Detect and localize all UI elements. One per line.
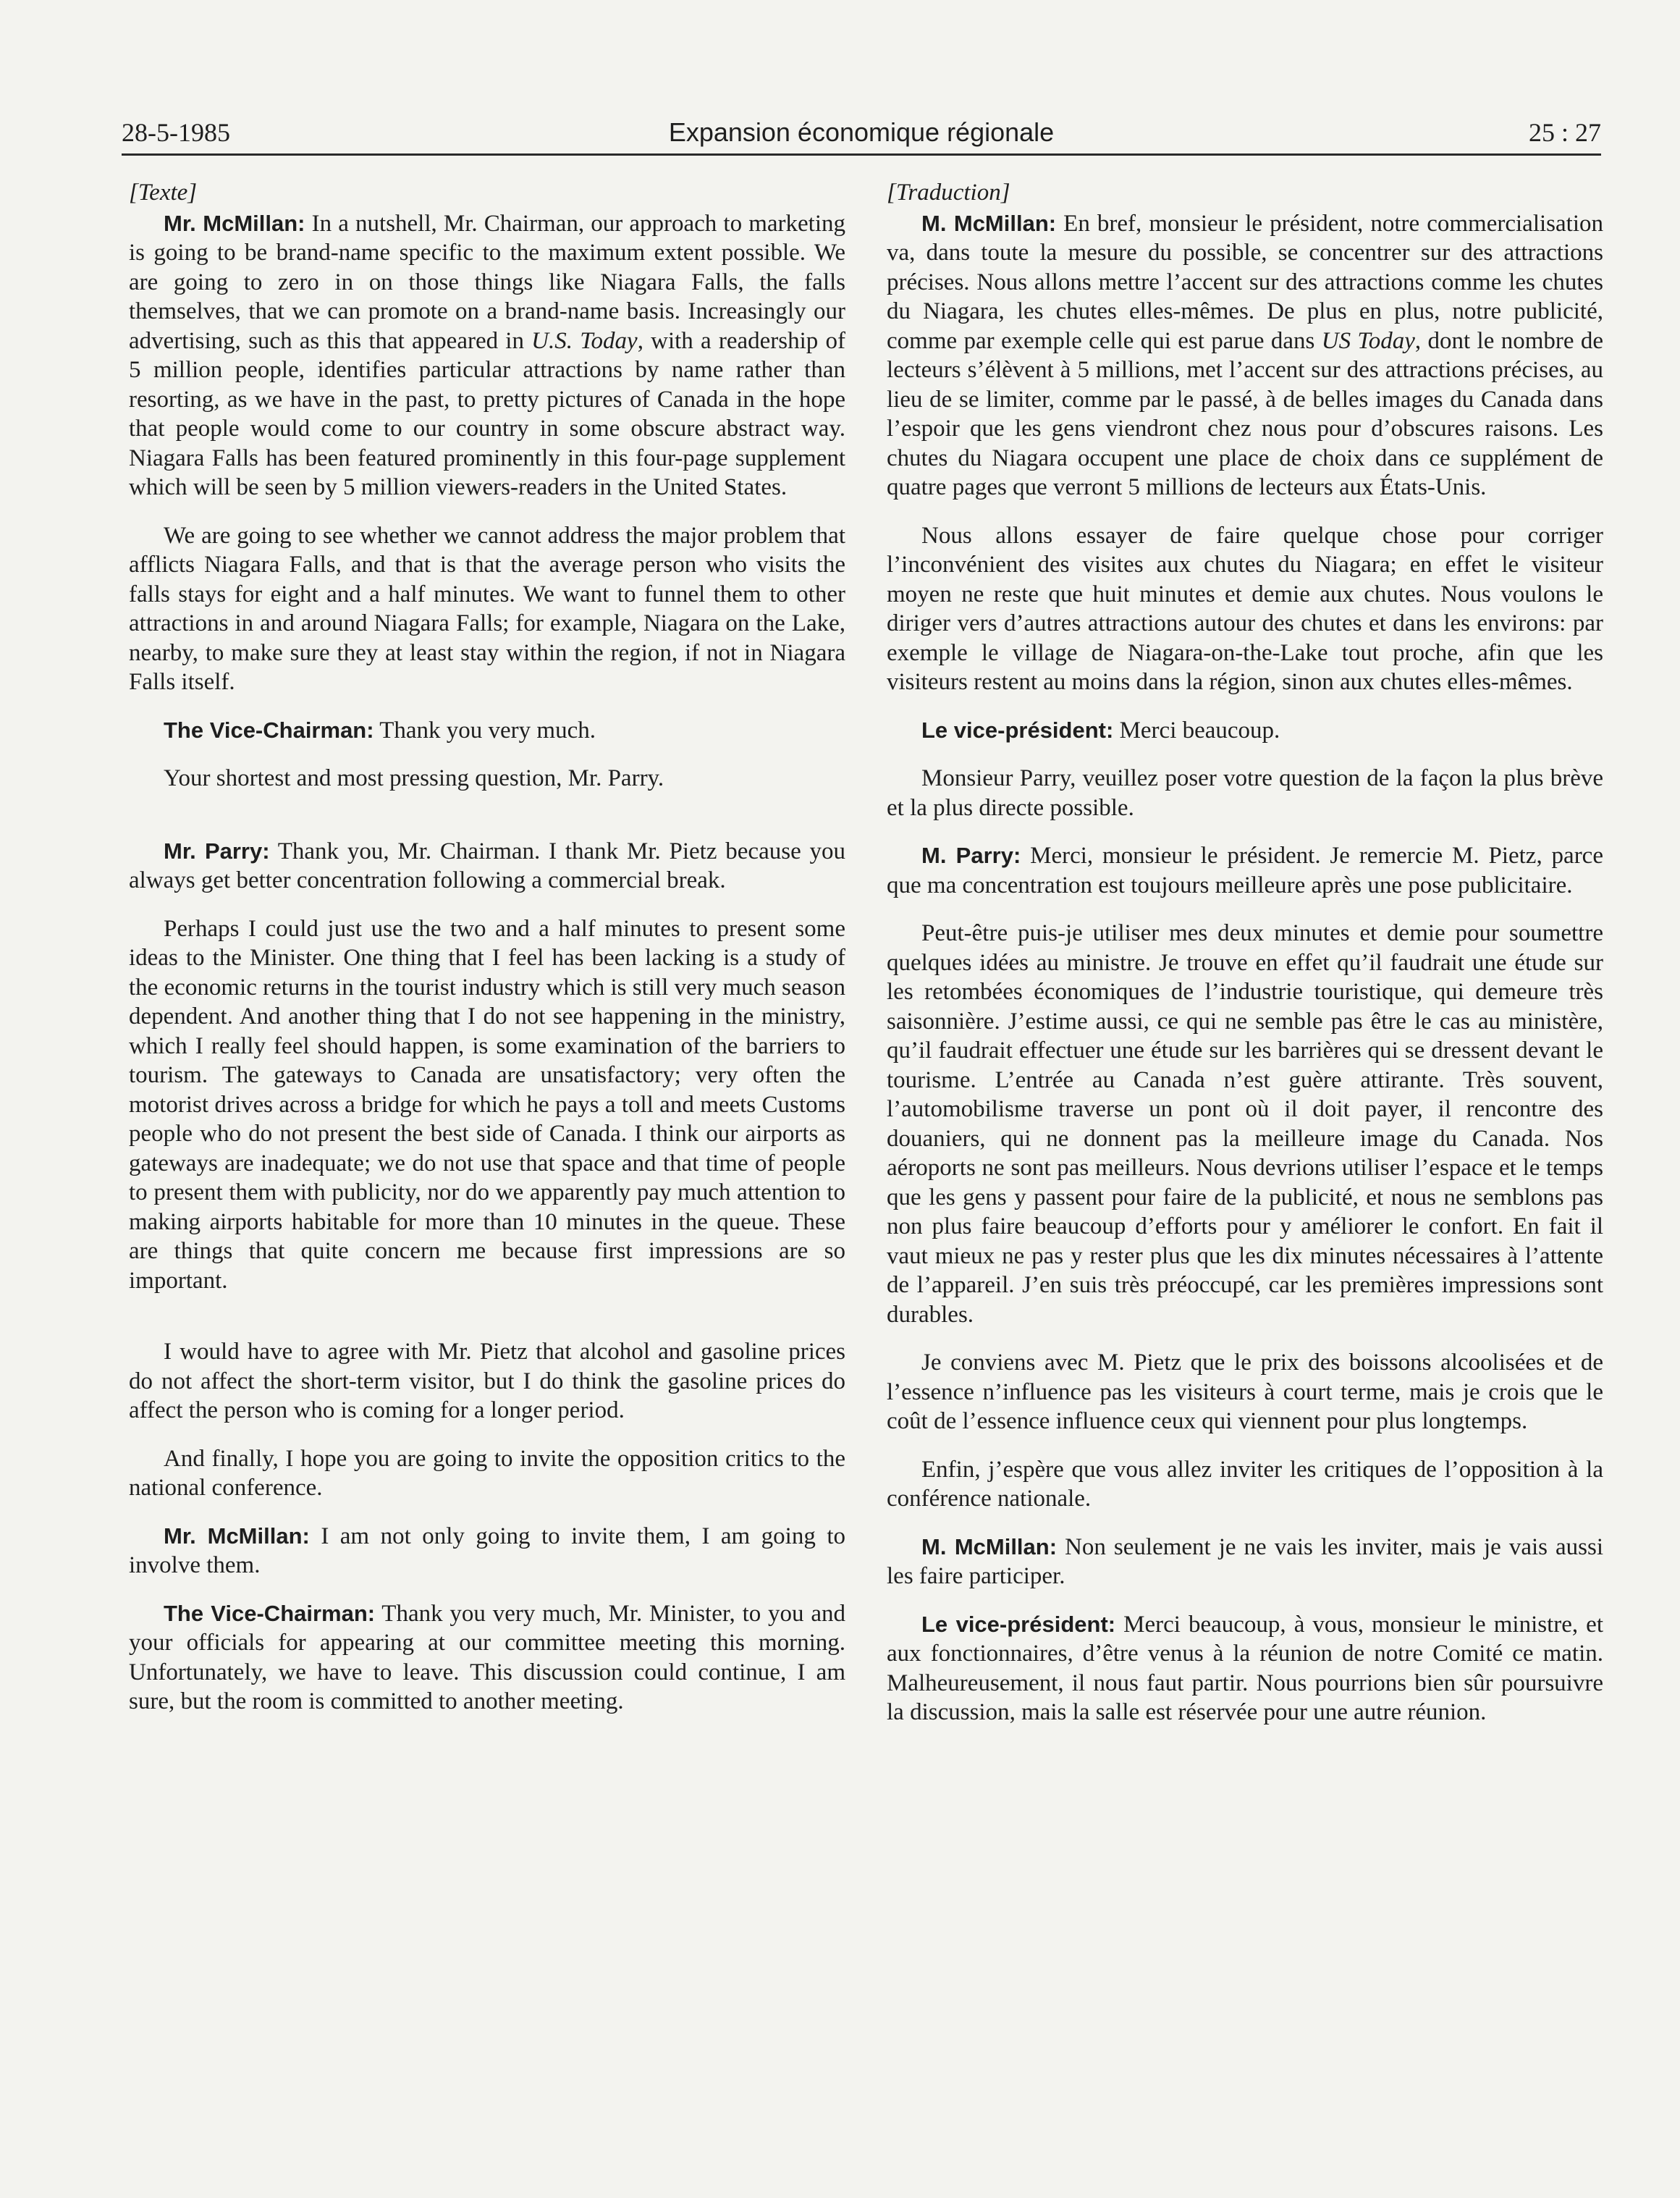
column-tag: [Traduction] [887,180,1010,206]
paragraph: Peut-être puis-je utiliser mes deux minutes et demie pour soumettre quelques idées au ministre. Je trouve en effet qu’il faudrait une étude sur les retombées économiques de l’industrie touristique, qui demeure très saisonnière. J’estime aussi, ce qui ne semble pas être le cas au ministère, qu’il faudrait effectuer une étude sur les barrières qui se dressent devant le tourisme. L’entrée au Canada n’est guère attirante. Très souvent, l’automobilisme traverse un pont où il doit payer, il rencontre des douaniers, qui ne donnent pas la meilleure image du Canada. Nos aéroports ne sont pas meilleurs. Nous devrions utiliser l’espace et le temps que les gens y passent pour faire de la publicité, et nous ne semblons pas non plus faire beaucoup d’efforts pour y améliorer le confort. En fait il vaut mieux ne pas y rester plus que les dix minutes nécessaires à l’attente de l’appareil. J’en suis très préoccupé, car les premières impressions sont durables. [887,920,1603,1328]
speaker-name: Mr. McMillan: [164,1523,310,1549]
paragraph: The Vice-Chairman: Thank you very much. [164,717,596,744]
column-tag: [Texte] [129,180,198,206]
speaker-name: The Vice-Chairman: [164,717,374,743]
speaker-name: Mr. McMillan: [164,210,305,236]
paragraph: Je conviens avec M. Pietz que le prix des boissons alcoolisées et de l’essence n’influence pas les visiteurs à court terme, mais je crois que le coût de l’essence influence ceux qui viennent pour plus longtemps. [887,1349,1603,1434]
speaker-name: M. Parry: [921,843,1021,868]
header-page-number: 25 : 27 [1528,118,1601,147]
paragraph: The Vice-Chairman: Thank you very much, Mr. Minister, to you and your officials for appearing at our committee meeting this morning. Unfortunately, we have to leave. This discussion could continue, I am sure, but the room is committed to another meeting. [129,1600,845,1714]
paragraph: Mr. McMillan: In a nutshell, Mr. Chairman, our approach to marketing is going to be brand-name specific to the maximum extent possible. We are going to zero in on those things like Niagara Falls, the falls themselves, that we can promote on a brand-name basis. Increasingly our advertising, such as this that appeared in U.S. Today, with a readership of 5 million people, identifies particular attractions by name rather than resorting, as we have in the past, to pretty pictures of Canada in the hope that people would come to our country in some obscure abstract way. Niagara Falls has been featured prominently in this four-page supplement which will be seen by 5 million viewers-readers in the United States. [129,210,845,500]
speaker-name: Mr. Parry: [164,838,270,864]
paragraph: Mr. Parry: Thank you, Mr. Chairman. I thank Mr. Pietz because you always get better concentration following a commercial break. [129,838,845,893]
paragraph: Your shortest and most pressing question, Mr. Parry. [164,765,664,791]
speaker-name: Le vice-président: [921,717,1114,743]
speaker-name: M. McMillan: [921,1533,1058,1559]
paragraph: M. McMillan: Non seulement je ne vais les inviter, mais je vais aussi les faire participer. [887,1533,1603,1589]
paragraph: Perhaps I could just use the two and a half minutes to present some ideas to the Minister. One thing that I feel has been lacking is a study of the economic returns in the tourist industry which is still very much season dependent. And another thing that I do not see happening in the ministry, which I really feel should happen, is some examination of the barriers to tourism. The gateways to Canada are unsatisfactory; very often the motorist drives across a bridge for which he pays a toll and meets Customs people who do not present the best side of Canada. I think our airports as gateways are inadequate; we do not use that space and that time of people to present them with publicity, nor do we apparently pay much attention to making airports habitable for more than 10 minutes in the queue. These are things that quite concern me because first impressions are so important. [129,915,845,1294]
paragraph: Mr. McMillan: I am not only going to invite them, I am going to involve them. [129,1523,845,1578]
paragraph: And finally, I hope you are going to invite the opposition critics to the national conference. [129,1445,845,1501]
speaker-name: Le vice-président: [921,1611,1116,1637]
header-title: Expansion économique régionale [668,117,1055,147]
english-column [129,178,845,1735]
paragraph: Nous allons essayer de faire quelque chose pour corriger l’inconvénient des visites aux chutes du Niagara; en effet le visiteur moyen ne reste que huit minutes et demie aux chutes. Nous voulons le diriger vers d’autres attractions autour des chutes et dans les environs: par exemple le village de Niagara-on-the-Lake tout proche, afin que les visiteurs restent au moins dans la région, sinon aux chutes elles-mêmes. [887,522,1603,695]
speaker-name: The Vice-Chairman: [164,1600,376,1626]
paragraph: I would have to agree with Mr. Pietz that alcohol and gasoline prices do not affect the short-term visitor, but I do think the gasoline prices do affect the person who is coming for a longer period. [129,1339,845,1423]
paragraph: Enfin, j’espère que vous allez inviter les critiques de l’opposition à la conférence nationale. [887,1456,1603,1512]
speaker-name: M. McMillan: [921,210,1057,236]
paragraph: Monsieur Parry, veuillez poser votre question de la façon la plus brève et la plus directe possible. [887,765,1603,821]
paragraph: We are going to see whether we cannot address the major problem that afflicts Niagara Falls, and that is that the average person who visits the falls stays for eight and a half minutes. We want to funnel them to other attractions in and around Niagara Falls; for example, Niagara on the Lake, nearby, to make sure they at least stay within the region, if not in Niagara Falls itself. [129,522,845,695]
paragraph: Le vice-président: Merci beaucoup, à vous, monsieur le ministre, et aux fonctionnaires, d’être venus à la réunion de notre Comité ce matin. Malheureusement, il nous faut partir. Nous pourrions bien sûr poursuivre la discussion, mais la salle est réservée pour une autre réunion. [887,1611,1603,1725]
paragraph: Le vice-président: Merci beaucoup. [921,717,1280,744]
french-column [887,178,1603,1746]
header-date: 28-5-1985 [122,118,230,147]
paragraph: M. McMillan: En bref, monsieur le président, notre commercialisation va, dans toute la mesure du possible, se concentrer sur des attractions précises. Nous allons mettre l’accent sur des attractions comme les chutes du Niagara, les chutes elles-mêmes. De plus en plus, notre publicité, comme par exemple celle qui est parue dans US Today, dont le nombre de lecteurs s’élèvent à 5 millions, met l’accent sur des attractions précises, au lieu de se limiter, comme par le passé, à de belles images du Canada dans l’espoir que les gens viendront chez nous pour d’obscures raisons. Les chutes du Niagara occupent une place de choix dans ce supplément de quatre pages que verront 5 millions de lecteurs aux États-Unis. [887,210,1604,500]
paragraph: M. Parry: Merci, monsieur le président. Je remercie M. Pietz, parce que ma concentration est toujours meilleure après une pose publicitaire. [887,843,1603,898]
page-header [122,110,1601,156]
